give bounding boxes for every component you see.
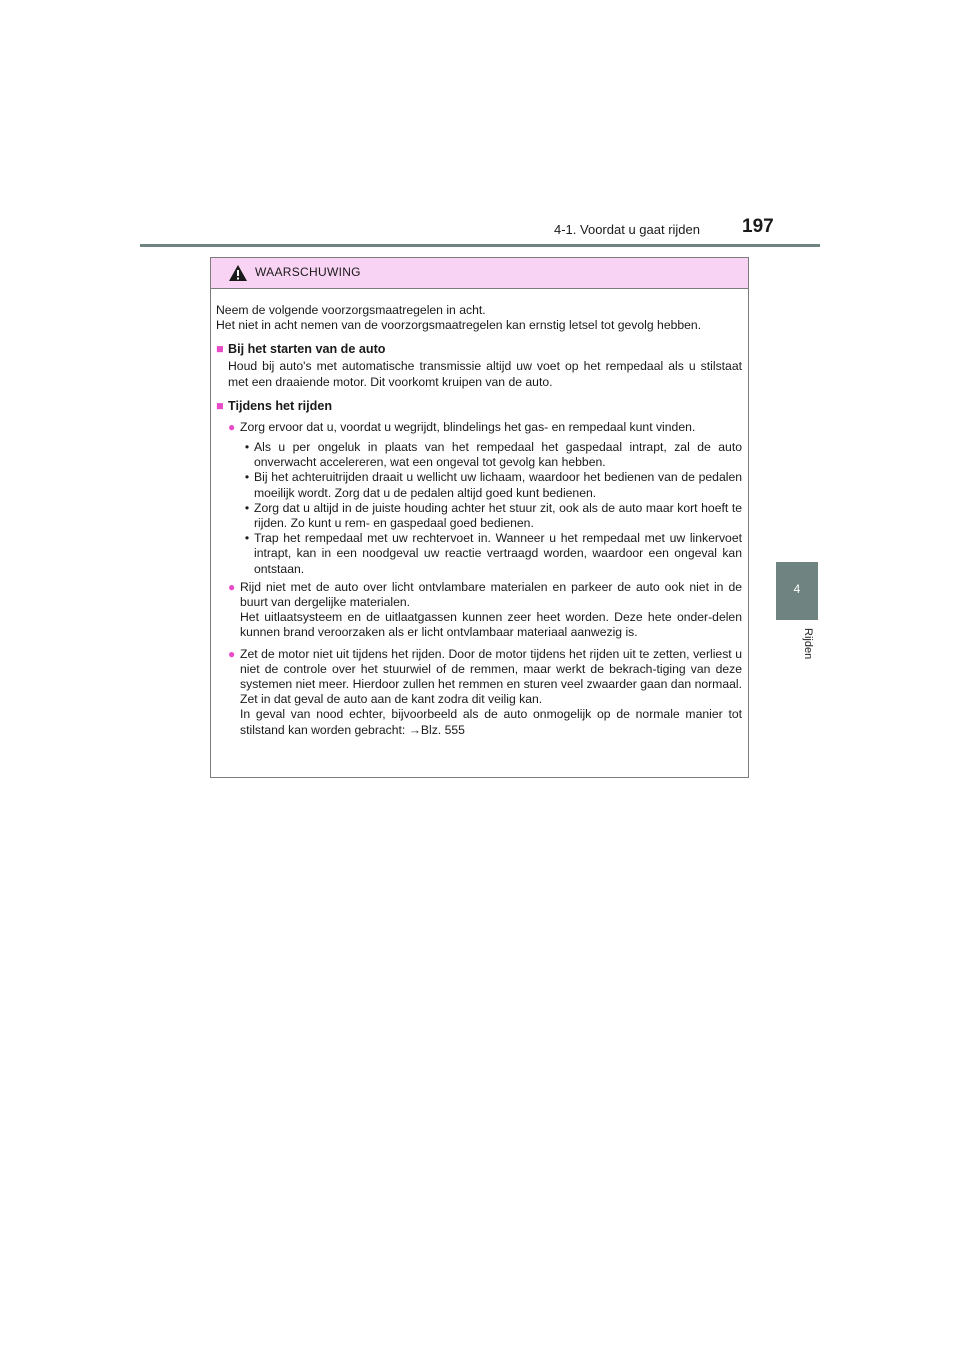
warning-header [211,258,748,289]
section-heading [216,399,742,414]
warning-box [210,257,749,778]
sub-list-item-text: Zorg dat u altijd in de juiste houding achter het stuur zit, ook als de auto maar kort hoeft te rijden. Zo kunt u rem- en gaspedaal goed bedienen. [254,500,742,531]
intro-line: Het niet in acht nemen van de voorzorgsmaatregelen kan ernstig letsel tot gevolg hebben. [216,318,702,333]
sub-list-item-text: Bij het achteruitrijden draait u wellicht uw lichaam, waardoor het bedienen van de pedalen moeilijk wordt. Zorg dat u de pedalen altijd goed kunt bedienen. [254,470,742,500]
warning-triangle-icon [228,264,248,282]
list-item [228,420,742,435]
sub-list-item-text: Als u per ongeluk in plaats van het rempedaal het gaspedaal intrapt, zal de auto onverwacht accelereren, wat een ongeval tot gevolg kan hebben. [254,440,742,470]
list-item-line: Rijd niet met de auto over licht ontvlambare materialen en parkeer de auto ook niet in de buurt van dergelijke materialen. [240,579,742,610]
list-item [228,647,742,738]
dot-bullet-icon: • [244,500,250,515]
chapter-number: 4 [793,582,801,596]
page-header [0,0,960,250]
section-paragraph: Houd bij auto's met automatische transmissie altijd uw voet op het rempedaal als u stilstaat met een draaiende motor. Dit voorkomt kruipen van de auto. [228,359,742,389]
section-heading-text: Tijdens het rijden [228,398,333,413]
circle-bullet-icon: ● [228,419,236,434]
dot-bullet-icon: • [244,470,250,485]
header-divider [140,244,820,247]
section-title: 4-1. Voordat u gaat rijden [554,222,700,237]
section-heading-text: Bij het starten van de auto [228,342,386,357]
page-number: 197 [742,216,774,237]
sub-list-item [240,501,742,531]
sub-list-item-text: Trap het rempedaal met uw rechtervoet in. Wanneer u het rempedaal met uw linkervoet intrapt, kan in een noodgeval uw reactie vertraagd worden, waardoor een ongeval kan ontstaan. [254,531,742,576]
section-heading [216,342,742,357]
sub-list [240,440,742,577]
circle-bullet-icon: ● [228,579,236,594]
dot-bullet-icon: • [244,531,250,546]
list-item-text [240,647,742,738]
dot-bullet-icon: • [244,440,250,455]
list-item-text [240,580,742,641]
sub-list-item [240,440,742,470]
sub-list-item [240,470,742,500]
square-bullet-icon: ■ [216,398,224,413]
warning-title: WAARSCHUWING [255,265,361,279]
chapter-tab [776,562,818,620]
list-item [228,580,742,641]
list-item-line: In geval van nood echter, bijvoorbeeld als de auto onmogelijk op de normale manier tot stilstand kan worden gebracht: →Blz. 555 [240,707,742,737]
list-item-line: Het uitlaatsysteem en de uitlaatgassen kunnen zeer heet worden. Deze hete onder-delen kunnen brand veroorzaken als er licht ontvlambaar materiaal aanwezig is. [240,610,742,640]
warning-body [211,289,748,738]
sub-list-item [240,531,742,577]
intro-line: Neem de volgende voorzorgsmaatregelen in acht. [216,303,486,317]
list-item-text: Zorg ervoor dat u, voordat u wegrijdt, blindelings het gas- en rempedaal kunt vinden. [240,419,696,434]
square-bullet-icon: ■ [216,342,224,357]
chapter-label: Rijden [802,628,814,660]
list-item-line: Zet de motor niet uit tijdens het rijden. Door de motor tijdens het rijden uit te zetten, verliest u niet de controle over het stuurwiel of de remmen, maar werkt de bekrach-tiging van deze systemen niet meer. Hierdoor zullen het remmen en sturen veel zwaarder gaan dan normaal. Zet in dat geval de auto aan de kant zodra dit veilig kan. [240,646,742,707]
circle-bullet-icon: ● [228,646,236,661]
